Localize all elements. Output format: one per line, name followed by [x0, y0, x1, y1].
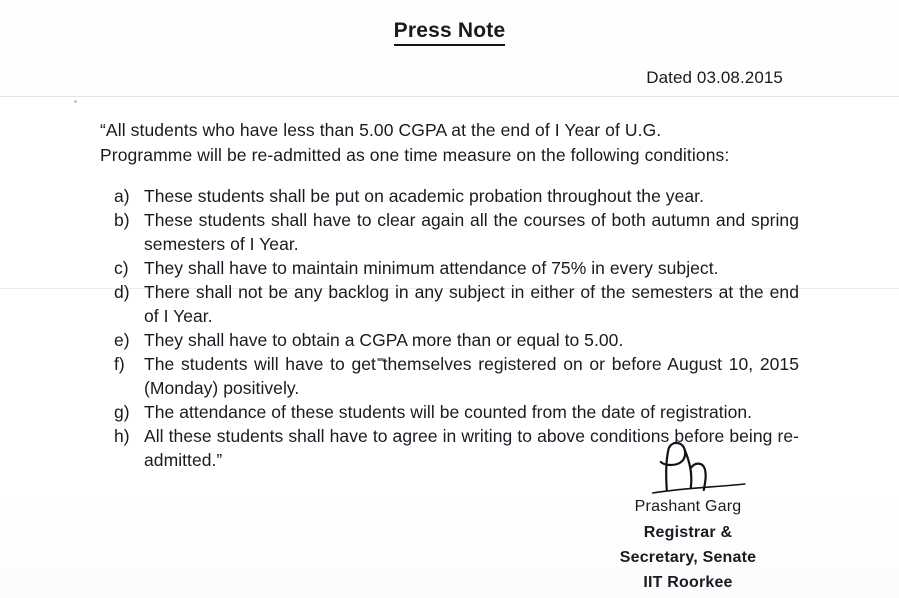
list-item-marker: d) — [114, 282, 130, 303]
handwritten-signature-icon — [573, 438, 803, 496]
signatory-role-line-1: Registrar & — [643, 524, 733, 541]
signatory-name: Prashant Garg — [634, 498, 742, 515]
list-item — [114, 328, 799, 352]
list-item-marker: a) — [114, 186, 130, 207]
list-item-text: The attendance of these students will be counted from the date of registration. — [144, 402, 753, 423]
lead-paragraph-line-1: “All students who have less than 5.00 CGPA at the end of I Year of U.G. — [100, 120, 662, 141]
title-container — [0, 0, 899, 46]
lead-paragraph-line-2: Programme will be re-admitted as one time measure on the following conditions: — [100, 145, 730, 166]
list-item-text: They shall have to maintain minimum attendance of 75% in every subject. — [144, 258, 719, 279]
list-item — [114, 280, 799, 328]
document-date: Dated 03.08.2015 — [646, 68, 783, 88]
list-item-text: There shall not be any backlog in any subject in either of the semesters at the end of I Year. — [144, 282, 799, 327]
document-body — [0, 118, 899, 472]
list-item-text: These students shall be put on academic probation throughout the year. — [144, 186, 704, 207]
list-item-marker: c) — [114, 258, 129, 279]
signatory-organisation: IIT Roorkee — [643, 574, 733, 591]
list-item — [114, 256, 799, 280]
list-item-text: They shall have to obtain a CGPA more than or equal to 5.00. — [144, 330, 624, 351]
list-item-marker: b) — [114, 210, 130, 231]
list-item — [114, 400, 799, 424]
list-item-marker: g) — [114, 402, 130, 423]
list-item-text: The students will have to get themselves registered on or before August 10, 2015 (Monday) positively. — [144, 354, 799, 399]
list-item-text: All these students shall have to agree in writing to above conditions before being re-admitted.” — [144, 426, 799, 471]
list-item — [114, 352, 799, 400]
list-item-marker: f) — [114, 354, 125, 375]
lead-paragraph — [100, 118, 799, 168]
list-item — [114, 184, 799, 208]
list-item-text: These students shall have to clear again all the courses of both autumn and spring semesters of I Year. — [144, 210, 799, 255]
list-item-marker: h) — [114, 426, 130, 447]
list-item — [114, 208, 799, 256]
conditions-list — [100, 184, 799, 472]
signatory-role-line-2: Secretary, Senate — [619, 549, 757, 566]
list-item-marker: e) — [114, 330, 130, 351]
signature-block — [573, 438, 803, 592]
page-title: Press Note — [394, 18, 506, 46]
